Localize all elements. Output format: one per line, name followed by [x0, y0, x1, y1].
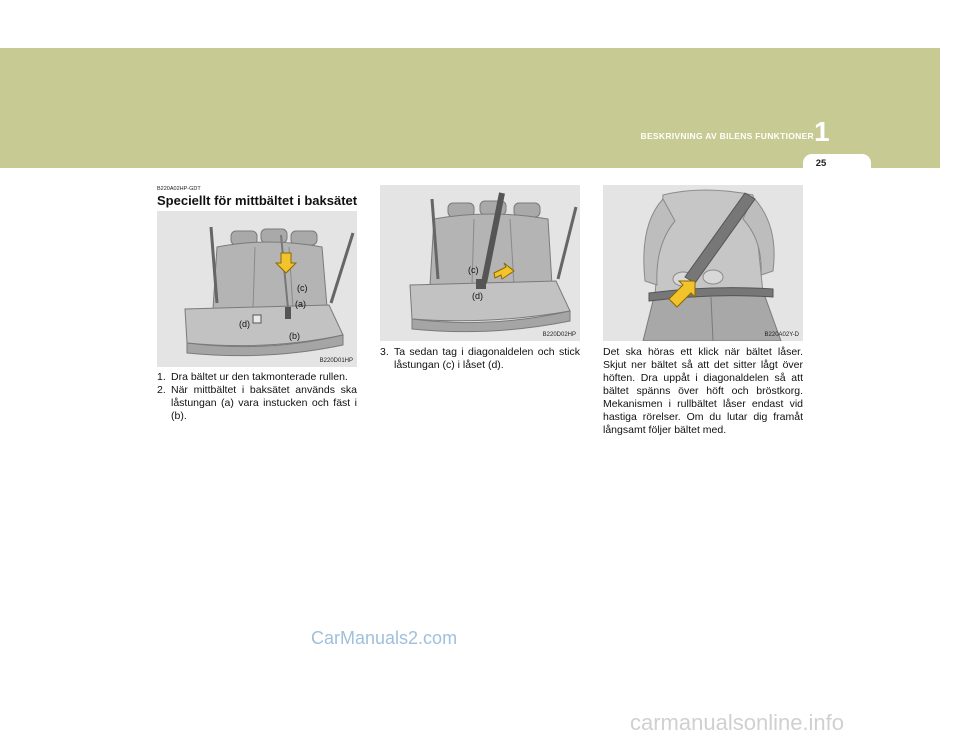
page-number: 25 — [815, 158, 827, 169]
figure-rear-seat-buckle — [380, 185, 580, 341]
watermark-carmanuals2: CarManuals2.com — [311, 628, 458, 648]
steps-list-2 — [380, 346, 580, 372]
figure-code: B220D02HP — [542, 332, 576, 338]
callout-b: (b) — [289, 331, 300, 341]
figure-person-wearing-belt — [603, 185, 803, 341]
rear-seat-buckle-illustration — [380, 185, 580, 341]
watermark-carmanualsonline: carmanualsonline.info — [630, 710, 845, 735]
figure-rear-seat-center-belt — [157, 211, 357, 367]
figure-code: B220A02Y-D — [764, 332, 799, 338]
step-1: 1. Dra bältet ur den takmonterade rullen. — [157, 371, 348, 383]
callout-d: (d) — [472, 291, 483, 301]
figure-code: B220D01HP — [319, 358, 353, 364]
callout-c: (c) — [468, 265, 479, 275]
person-belt-illustration — [603, 185, 803, 341]
section-code: B220A02HP-GDT — [157, 186, 201, 192]
callout-c: (c) — [297, 283, 308, 293]
step-2: 2. När mittbältet i baksätet används ska låstungan (a) vara instucken och fäst i (b). — [157, 384, 357, 422]
rear-seat-illustration — [157, 211, 357, 367]
chapter-title: BESKRIVNING AV BILENS FUNKTIONER — [640, 131, 814, 141]
section-title: Speciellt för mittbältet i baksätet — [157, 193, 358, 208]
callout-d: (d) — [239, 319, 250, 329]
header-band — [0, 48, 940, 168]
chapter-number: 1 — [814, 116, 830, 147]
callout-a: (a) — [295, 299, 306, 309]
steps-list-1 — [157, 371, 357, 423]
step-3: 3. Ta sedan tag i diagonaldelen och stick låstungan (c) i låset (d). — [380, 346, 580, 371]
belt-instructions-paragraph: Det ska höras ett klick när bältet låser. Skjut ner bältet så att det sitter lågt över höften. Dra uppåt i diagonaldelen så att bältet spänns över höft och bröstkorg. Mekanismen i rullbältet låser endast vid hastiga rörelser. Om du lutar dig framåt långsamt följer bältet med. — [603, 346, 803, 436]
